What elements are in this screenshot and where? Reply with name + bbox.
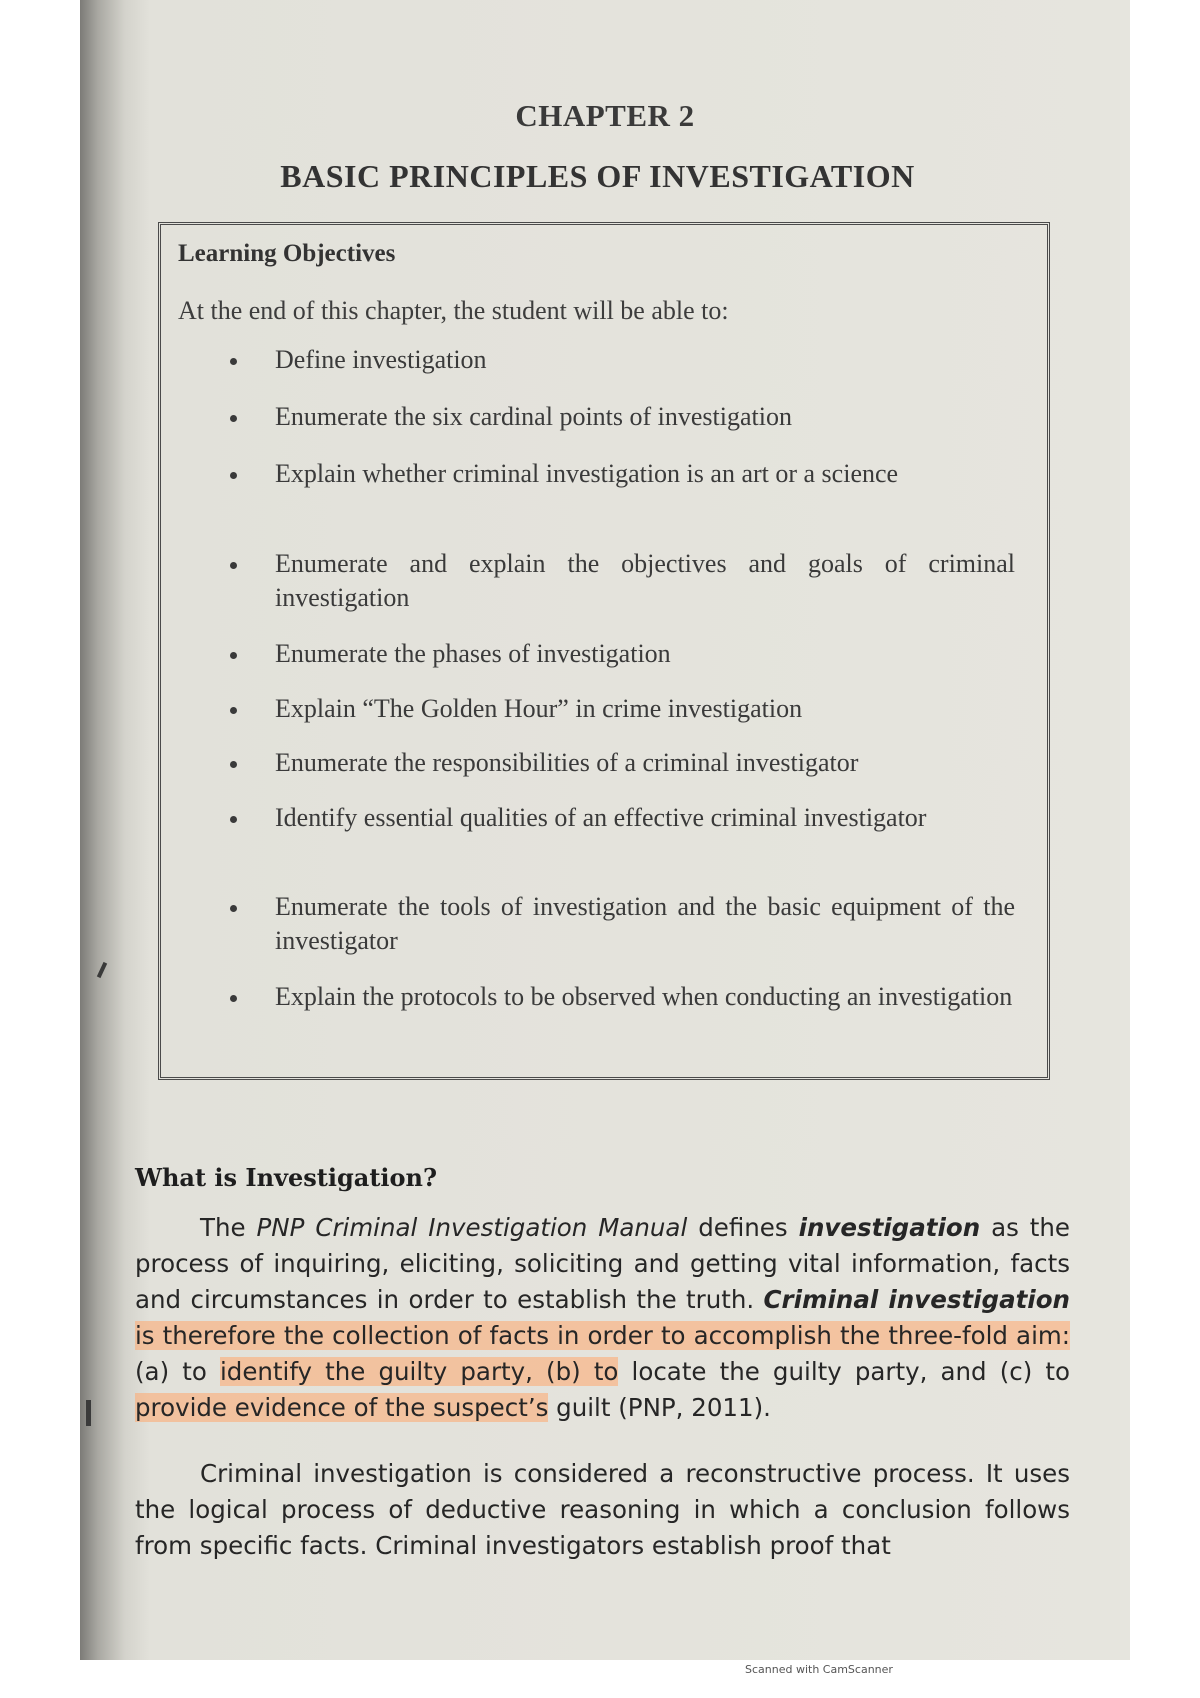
margin-mark	[86, 1400, 91, 1426]
objective-item: Explain the protocols to be observed when conducting an investigation	[275, 980, 1015, 1014]
scanner-watermark: Scanned with CamScanner	[745, 1663, 893, 1676]
bullet-icon	[230, 562, 237, 569]
bullet-icon	[230, 761, 237, 768]
chapter-number: CHAPTER 2	[515, 98, 695, 133]
objective-item: Explain whether criminal investigation is an art or a science	[275, 457, 1015, 491]
bullet-icon	[230, 905, 237, 912]
objective-item: Define investigation	[275, 343, 1015, 377]
objective-item: Enumerate the phases of investigation	[275, 637, 1015, 671]
book-page	[80, 0, 1130, 1660]
reconstructive-process-paragraph: Criminal investigation is considered a reconstructive process. It uses the logical process of deductive reasoning in which a conclusion follows from specific facts. Criminal investigators establish proof that	[135, 1459, 1070, 1560]
section-heading: What is Investigation?	[135, 1163, 438, 1192]
highlighted-text: identify the guilty party, (b) to	[219, 1357, 619, 1386]
objective-item: Enumerate and explain the objectives and goals of criminal investigation	[275, 547, 1015, 615]
bullet-icon	[230, 652, 237, 659]
bullet-icon	[230, 358, 237, 365]
bullet-icon	[230, 707, 237, 714]
bullet-icon	[230, 995, 237, 1002]
chapter-title: BASIC PRINCIPLES OF INVESTIGATION	[280, 158, 915, 194]
bullet-icon	[230, 415, 237, 422]
objectives-heading: Learning Objectives	[178, 240, 396, 267]
objective-item: Identify essential qualities of an effective criminal investigator	[275, 801, 1015, 835]
objectives-intro: At the end of this chapter, the student will be able to:	[178, 296, 729, 325]
objective-item: Enumerate the tools of investigation and the basic equipment of the investigator	[275, 890, 1015, 958]
scanned-page	[80, 0, 1130, 1660]
margin-mark	[97, 962, 107, 978]
bullet-icon	[230, 816, 237, 823]
highlighted-text: provide evidence of the suspect’s	[135, 1393, 549, 1422]
bullet-icon	[230, 472, 237, 479]
objective-item: Enumerate the six cardinal points of investigation	[275, 400, 1015, 434]
definition-paragraph: The PNP Criminal Investigation Manual defines investigation as the process of inquiring, eliciting, soliciting and getting vital information, facts and circumstances in order to establish the truth. Criminal investigation is therefore the collection of facts in order to accomplish the three-fold aim: (a) to identify the guilty party, (b) to locate the guilty party, and (c) to provide evidence of the suspect’s guilt (PNP, 2011).	[135, 1213, 1071, 1422]
objective-item: Explain “The Golden Hour” in crime investigation	[275, 692, 1015, 726]
objective-item: Enumerate the responsibilities of a criminal investigator	[275, 746, 1015, 780]
highlighted-text: is therefore the collection of facts in order to accomplish the three-fold aim:	[135, 1321, 1070, 1350]
